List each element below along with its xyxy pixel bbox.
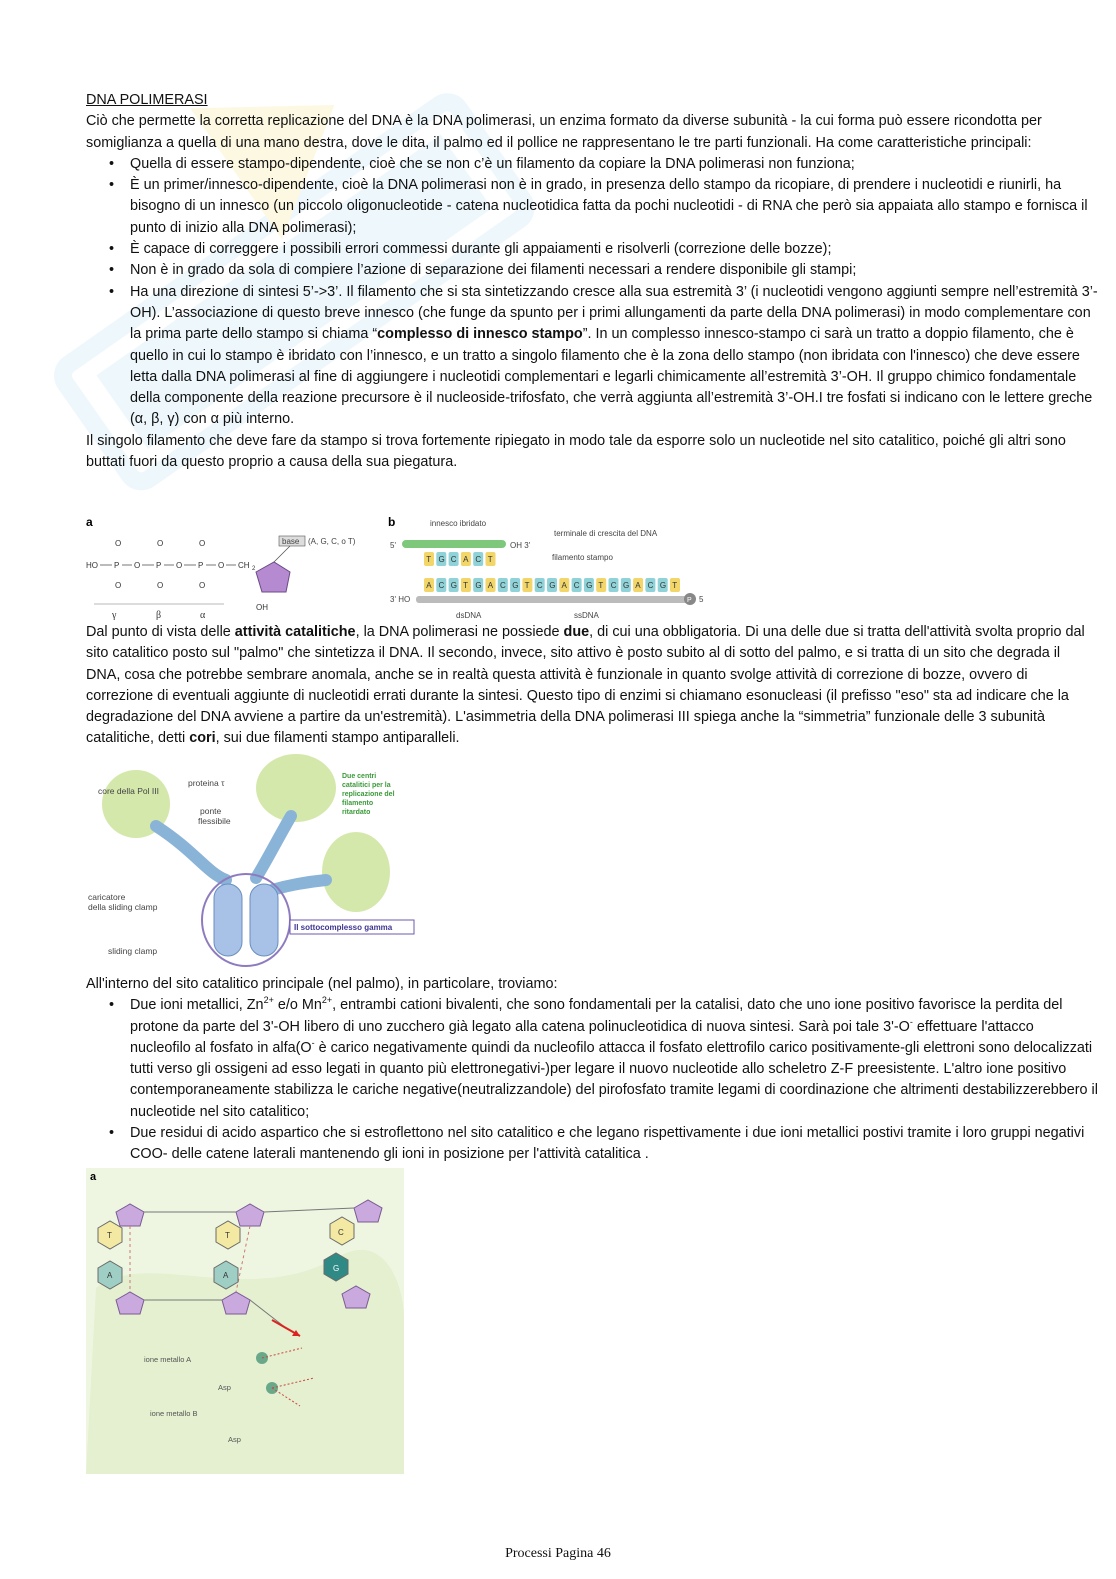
base-letter: T	[487, 555, 493, 564]
list-item: • Non è in grado da sola di compiere l’azione di separazione dei filamenti necessari a rendere disponibile gli stampi;	[130, 260, 1098, 281]
base-letter: C	[573, 581, 580, 590]
base-letter: A	[463, 555, 469, 564]
svg-text:O: O	[199, 581, 206, 590]
site-paragraph: All'interno del sito catalitico principale (nel palmo), in particolare, troviamo:	[86, 976, 558, 992]
svg-text:Asp: Asp	[228, 1435, 241, 1444]
list-item: • Due ioni metallici, $Zn^{2+}$ e/o $Mn^{2+}$, entrambi cationi bivalenti, che sono fondamentali per la catalisi, dato che uno ione positivo favorisce la perdita del protone da parte del 3'-OH libero di uno zucchero già legato alla catena polinucleotidica di nuova sintesi. Sarà poi tale 3'-O- effettuare l'attacco nucleofilo al fosfato in alfa(O- è carico negativamente quindi da nucleofilo attacca il fosfato elettrofilo carico positivamente-gli elettroni sono delocalizzati tutti verso gli ossigeni ad esso legati in quanto più elettronegativi-)per legare il nuovo nucleotide allo scheletro Z-F preesistente. L'altro ione positivo contemporaneamente stabilizza le cariche negative(neutralizzandole) del pirofosfato tramite legami di coordinazione che altrimenti destabilizzerebbero il nucleotide nel sito catalitico;	[130, 995, 1098, 1123]
figure-catalytic-mechanism	[86, 1168, 404, 1474]
base-letter: G	[659, 581, 667, 590]
list-item: • Due residui di acido aspartico che si estroflettono nel sito catalitico e che legano rispettivamente i due ioni metallici postivi tramite i loro gruppi negativi COO- delle catene laterali mantenendo gli ioni in posizione per l'attività catalitica .	[130, 1123, 1098, 1166]
svg-text:O: O	[157, 581, 164, 590]
list-item: • È capace di correggere i possibili errori commessi durante gli appaiamenti e risolverli (correzione delle bozze);	[130, 239, 1098, 260]
figure-primer-template	[386, 516, 708, 620]
svg-text:G: G	[333, 1264, 340, 1273]
svg-text:O: O	[134, 561, 141, 570]
fig1-label-a: a	[86, 516, 93, 529]
base-letter: G	[450, 581, 458, 590]
base-letter: A	[635, 581, 641, 590]
svg-text:ritardato: ritardato	[342, 809, 371, 816]
svg-text:A: A	[223, 1271, 229, 1280]
svg-text:5: 5	[699, 595, 704, 604]
two-catalytic-centers-label	[342, 773, 395, 816]
svg-text:α: α	[200, 610, 206, 620]
svg-text:γ: γ	[112, 610, 117, 620]
svg-text:P: P	[156, 561, 162, 570]
growth-terminal-label: terminale di crescita del DNA	[554, 529, 658, 538]
core-pol3-label: core della Pol III	[98, 786, 159, 796]
svg-text:Due centri: Due centri	[342, 773, 377, 780]
svg-text:P: P	[198, 561, 204, 570]
svg-text:dsDNA: dsDNA	[456, 611, 482, 620]
base-letter: G	[623, 581, 630, 590]
base-letter: C	[450, 555, 457, 564]
svg-text:O: O	[115, 539, 122, 548]
fig1-label-b: b	[388, 516, 396, 529]
svg-text:P: P	[687, 597, 692, 604]
svg-text:flessibile: flessibile	[198, 816, 231, 826]
svg-text:HO: HO	[86, 561, 98, 570]
metal-ion-b-label: ione metallo B	[150, 1409, 198, 1418]
svg-text:ssDNA: ssDNA	[574, 611, 599, 620]
svg-text:5': 5'	[390, 541, 396, 550]
primer-bases	[424, 552, 496, 566]
flexible-bridge-label: ponte	[200, 806, 222, 816]
text-block-catalytic	[86, 622, 1098, 750]
svg-text:della sliding clamp: della sliding clamp	[88, 902, 158, 912]
list-item: • Ha una direzione di sintesi 5’->3’. Il filamento che si sta sintetizzando cresce alla sua estremità 3’ (i nucleotidi vengono aggiunti sempre nell’estremità 3’-OH). L’associazione di questo breve innesco (che funge da spunto per i primi allungamenti da parte della DNA polimerasi) in modo complementare con la prima parte dello stampo si chiama “complesso di innesco stampo”. In un complesso innesco-stampo ci sarà un tratto a doppio filamento, che è quello in cui lo stampo è ibridato con l’innesco, e un tratto a singolo filamento che è la zona dello stampo (non ibridata con l'innesco) che deve essere letta dalla DNA polimerasi al fine di aggiungere i nucleotidi complementari e legarli chimicamente all’estremità 3’-OH. Il gruppo chimico fondamentale della componente della reazione precursore è il nucleoside-trifosfato, che verrà aggiunta all’estremità 3’-OH.I tre fosfati si indicano con le lettere greche (α, β, γ) con α più interno.	[130, 282, 1098, 431]
base-letter: C	[647, 581, 654, 590]
base-letter: A	[487, 581, 494, 590]
base-letter: T	[426, 555, 432, 564]
svg-text:A: A	[107, 1271, 113, 1280]
list-item: • È un primer/innesco-dipendente, cioè la DNA polimerasi non è in grado, in presenza dello stampo da ricopiare, di prendere i nucleotidi e riunirli, ha bisogno di un innesco (un piccolo oligonucleotide - catena nucleotidica fatta da pochi nucleotidi - di RNA che però sia appaiata allo stampo e fornisca il punto di inizio alla DNA polimerasi);	[130, 175, 1098, 239]
single-strand-paragraph: Il singolo filamento che deve fare da stampo si trova fortemente ripiegato in modo tale da esporre solo un nucleotide nel sito catalitico, poiché gli altri sono buttati fuori da questo proprio a causa della sua piegatura.	[86, 432, 1066, 471]
text-block-site	[86, 974, 1098, 1166]
svg-text:O: O	[176, 561, 183, 570]
tau-protein-label: proteina τ	[188, 778, 225, 788]
figure-nucleotide-triphosphate	[84, 516, 384, 620]
svg-text:T: T	[225, 1231, 230, 1240]
template-strand-label: filamento stampo	[552, 553, 613, 562]
svg-text:3' HO: 3' HO	[390, 595, 411, 604]
svg-text:O: O	[199, 539, 206, 548]
base-letter: C	[475, 555, 482, 564]
base-letter: G	[475, 581, 482, 590]
clamp-loader-label: caricatore	[88, 892, 126, 902]
intro-paragraph: Ciò che permette la corretta replicazione del DNA è la DNA polimerasi, un enzima formato da diverse subunità - la cui forma può essere ricondotta per somiglianza a quella di una mano destra, dove le dita, il palmo ed il pollice ne rappresentano le tre parti funzionali. Ha come caratteristiche principali:	[86, 113, 1042, 151]
base-label: base	[282, 537, 300, 546]
svg-text:replicazione del: replicazione del	[342, 791, 395, 798]
list-item: • Quella di essere stampo-dipendente, cioè che se non c’è un filamento da copiare la DNA polimerasi non funziona;	[130, 154, 1098, 175]
base-letter: T	[598, 581, 604, 590]
base-letter: A	[561, 581, 567, 590]
base-letter: C	[438, 581, 445, 590]
base-letter: G	[512, 581, 519, 590]
page-title: DNA POLIMERASI	[86, 92, 208, 108]
base-note: (A, G, C, o T)	[308, 537, 356, 546]
base-letter: T	[524, 581, 530, 590]
base-letter: G	[586, 581, 593, 590]
sliding-clamp-label: sliding clamp	[108, 946, 158, 956]
template-bases	[424, 578, 680, 592]
figure-pol3-holoenzyme	[86, 752, 418, 970]
svg-text:O: O	[218, 561, 225, 570]
svg-text:O: O	[157, 539, 164, 548]
page-footer: Processi Pagina 46	[505, 1546, 611, 1561]
features-list	[86, 154, 1098, 431]
base-letter: C	[610, 581, 617, 590]
svg-text:O: O	[115, 581, 122, 590]
base-letter: T	[463, 581, 468, 590]
svg-text:CH: CH	[238, 561, 250, 570]
svg-text:filamento: filamento	[342, 800, 374, 807]
base-letter: G	[438, 555, 445, 564]
base-letter: C	[500, 581, 506, 590]
svg-text:Asp: Asp	[218, 1383, 231, 1392]
svg-text:T: T	[107, 1231, 112, 1240]
metal-ion-a-label: ione metallo A	[144, 1355, 192, 1364]
gamma-complex-label: Il sottocomplesso gamma	[294, 923, 393, 932]
site-list	[86, 995, 1098, 1165]
svg-text:catalitici per la: catalitici per la	[342, 782, 391, 789]
base-letter: C	[536, 581, 543, 590]
svg-text:β: β	[156, 610, 162, 620]
catalytic-paragraph: Dal punto di vista delle attività catalitiche, la DNA polimerasi ne possiede due, di cui una obbligatoria. Di una delle due si tratta dell'attività svolta proprio dal sito catalitico posto sul "palmo" che sintetizza il DNA. Il secondo, invece, sito attivo è posto subito al di sotto del palmo, e si tratta di un sito che degrada il DNA, cosa che potrebbe sembrare anomala, anche se in realtà questa attività è funzionale in quanto svolge attività di correzione di bozze, ovvero di correzione di eventuali aggiunte di nucleotidi errati durante la sintesi. Questo tipo di enzimi si chiamano esonucleasi (il prefisso "eso" sta ad indicare che la degradazione del DNA avviene a partire da un'estremità). L'asimmetria della DNA polimerasi III spiega anche la “simmetria” funzionale delle 3 subunità catalitiche, detti cori, sui due filamenti stampo antiparalleli.	[86, 624, 1085, 747]
text-block-intro	[86, 90, 1098, 473]
base-letter: G	[549, 581, 556, 590]
svg-text:OH: OH	[256, 603, 268, 612]
svg-text:OH 3': OH 3'	[510, 541, 531, 550]
base-letter: A	[426, 581, 432, 590]
base-letter: T	[672, 581, 678, 590]
svg-text:P: P	[114, 561, 120, 570]
svg-text:C: C	[338, 1228, 344, 1237]
primer-label: innesco ibridato	[430, 519, 487, 528]
svg-text:2: 2	[252, 566, 256, 572]
fig3-label-a: a	[90, 1171, 97, 1183]
